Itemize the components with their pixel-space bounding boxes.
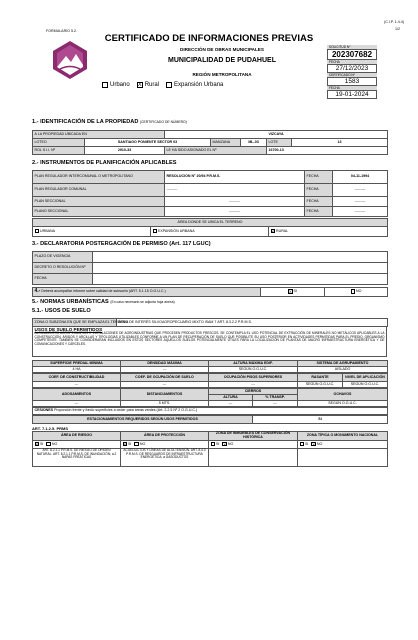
fecha-solicitud-label: FECHA bbox=[327, 60, 377, 64]
norm-value: 5 MTS. bbox=[121, 401, 209, 407]
rural-checkbox[interactable]: X bbox=[137, 82, 142, 88]
norm-header: RASANTE bbox=[298, 374, 343, 382]
postponement-table bbox=[32, 251, 387, 285]
plazo-label: PLAZO DE VIGENCIA bbox=[33, 252, 93, 263]
cesiones-text: Proporción frente y fondo superficies a ceder para áreas verdes (Art. 2.2.5 Nº 2 O.G.U.C.) bbox=[54, 408, 198, 413]
area-rural-checkbox[interactable]: X bbox=[271, 228, 275, 234]
section-2-title: 2.- INSTRUMENTOS DE PLANIFICACIÓN APLICABLES bbox=[32, 160, 177, 166]
asignado-value: 16700-13 bbox=[267, 147, 388, 155]
usos-suelo-label: USOS DE SUELO PERMITIDOS bbox=[34, 327, 103, 332]
plan-row-fecha: --------- bbox=[333, 197, 388, 207]
norm-header: OCHAVOS bbox=[298, 389, 388, 401]
decreto-label: DECRETO O RESOLUCIÓN Nº bbox=[33, 263, 93, 274]
area-description: ACUEDUCTOS Y LÍNEAS DE ALTA TENSIÓN. ART. 8.4.3 P.R.M.S. DE RESGUARDO DE INFRAESTRUCTURA ENERGÉTICA; a GASODUCTOS bbox=[121, 449, 209, 467]
norm-header: COEF. DE CONSTRUCTIBILIDAD bbox=[33, 374, 121, 382]
manzana-value: ML-03 bbox=[241, 139, 267, 147]
norm-value: 4 HA bbox=[33, 367, 121, 373]
plan-row-fecha-label: FECHA bbox=[305, 197, 333, 207]
section-1-title bbox=[32, 119, 187, 125]
proteccion-no-checkbox[interactable] bbox=[134, 442, 139, 447]
subsuelo-no-checkbox[interactable] bbox=[351, 289, 356, 294]
fecha-value bbox=[93, 274, 388, 285]
usos-suelo-box bbox=[32, 327, 387, 357]
land-use-table bbox=[32, 318, 387, 467]
area-urbana-label: URBANA bbox=[40, 229, 55, 234]
ubicada-label: A LA PROPIEDAD UBICADA EN bbox=[33, 131, 165, 139]
proteccion-si-checkbox[interactable]: X bbox=[123, 441, 127, 447]
plan-row-fecha: --------- bbox=[333, 184, 388, 197]
si-label: SI bbox=[305, 442, 309, 447]
subsuelo-si-checkbox[interactable]: X bbox=[289, 289, 292, 295]
norm-value: SEGÚN O.G.U.C. bbox=[298, 401, 388, 407]
cesiones-label: CESIONES bbox=[34, 408, 54, 413]
norm-header: COEF. DE OCUPACIÓN DE SUELO bbox=[121, 374, 209, 382]
rural-label: Rural bbox=[144, 82, 160, 88]
norm-header: CIERROS bbox=[209, 389, 298, 395]
page-title: CERTIFICADO DE INFORMACIONES PREVIAS bbox=[104, 33, 314, 44]
section-4-text: Deberá acompañar informe sobre calidad de subsuelo (ART. 5.1.15 O.G.U.C.) bbox=[41, 289, 166, 294]
area-header: ÁREA DE PROTECCIÓN bbox=[121, 432, 209, 441]
area-header: ÁREA DE RIESGO bbox=[33, 432, 121, 441]
plan-row-label: PLAN SECCIONAL bbox=[33, 197, 165, 207]
expansion-checkbox[interactable] bbox=[166, 82, 172, 88]
area-description: ART. 8.2.1.1 P.R.M.S. DE RIESGO DE ORIGEN NATURAL. ART. 8.2.1.1 P.R.M.S. DE INUNDACIÓN; a.2 NAPAS FREÁTICAS bbox=[33, 449, 121, 467]
norm-value: --- bbox=[209, 401, 253, 407]
norm-header: DENSIDAD MÁXIMA bbox=[121, 361, 209, 367]
rol-value: 2910-33 bbox=[85, 147, 165, 155]
area-choice-cell bbox=[298, 441, 388, 449]
page-number: 1/2 bbox=[395, 27, 400, 31]
norm-header: ALTURA MÁXIMA EDIF. bbox=[209, 361, 298, 367]
norm-value: SEGÚN O.G.U.C. bbox=[343, 382, 388, 388]
certificate-info-panel bbox=[327, 45, 377, 99]
planning-instruments-table bbox=[32, 170, 387, 237]
expansion-label: Expansión Urbana bbox=[174, 82, 224, 88]
plan-row-value: --------- bbox=[165, 207, 305, 217]
norm-header: OCUPACIÓN PISOS SUPERIORES bbox=[209, 374, 298, 382]
property-table bbox=[32, 130, 387, 155]
no-label: NO bbox=[51, 442, 58, 447]
section-1-heading: 1.- IDENTIFICACIÓN DE LA PROPIEDAD bbox=[32, 119, 139, 125]
section-5-1-title: 5.1.- USOS DE SUELO bbox=[32, 308, 91, 314]
art-prms-label: ART. 7.1.2.5. PRMS bbox=[32, 426, 69, 431]
subsuelo-no-label: NO bbox=[356, 289, 362, 294]
fecha-solicitud-value: 27/12/2023 bbox=[327, 64, 377, 73]
si-label: SI bbox=[216, 442, 220, 447]
monumento-no-checkbox[interactable]: X bbox=[312, 441, 316, 447]
loteo-label: LOTEO bbox=[33, 139, 85, 147]
norm-value: --- bbox=[121, 367, 209, 373]
urbano-checkbox[interactable] bbox=[102, 82, 108, 88]
certificado-value: 1583 bbox=[327, 77, 377, 86]
norm-header: ADOSAMIENTOS bbox=[33, 389, 121, 401]
norm-header: SUPERFICIE PREDIAL MÍNIMA bbox=[33, 361, 121, 367]
loteo-value: SANTIAGO PONIENTE SECTOR 03 bbox=[85, 139, 211, 147]
plan-row-label: PLANO SECCIONAL bbox=[33, 207, 165, 217]
plan-row-fecha-label: FECHA bbox=[305, 184, 333, 197]
area-urbana-cell bbox=[33, 227, 151, 237]
norm-value: --- bbox=[33, 382, 121, 388]
plan-row-value: --------- bbox=[165, 184, 305, 197]
norm-value: SEGÚN O.G.U.C. bbox=[298, 382, 343, 388]
norm-value: SEGÚN O.G.U.C. bbox=[209, 367, 298, 373]
decreto-value bbox=[93, 263, 388, 274]
plan-row-fecha-label: FECHA bbox=[305, 207, 333, 217]
conservacion-no-checkbox[interactable]: X bbox=[223, 441, 227, 447]
ubicada-value: VIZCAYA bbox=[165, 131, 388, 139]
zona-label: ZONA O SUBZONA EN QUE SE EMPLAZA EL TERRENO bbox=[33, 319, 117, 327]
section-1-note: (CERTIFICADO DE NÚMERO) bbox=[139, 120, 187, 124]
si-label: SI bbox=[128, 442, 132, 447]
fecha-certificado-label: FECHA bbox=[327, 86, 377, 90]
norm-value: --- bbox=[33, 401, 121, 407]
subsuelo-si-label: SI bbox=[293, 289, 297, 294]
usos-suelo-text: ALOJAMIENTOS AGROPECUARIOS E INSTALACIONES DE AGROINDUSTRIAS QUE PROCESEN PRODUCTOS FRESCOS. SE CONTEMPLA EL USO POTENCIAL DE EXTRACCIÓN DE MINERALES NO METÁLICOS APLICABLES A LA CONSTRUCCIÓN, ÁRIDOS Y ARCILLAS Y TIPOLOGÍAS UTILIZABLES CONFORME A UN PLAN DE RECUPERACIÓN DE SUELO QUE POSIBILITE SU USO POSTERIOR EN ACTIVIDADES PERMITIDAS PARA EL PREDIO, ORGANISMO COMPETENTE. TAMBIÉN SE CONSIDERARÁN INCLUIDOS EN ESTOS SECTORES AQUELLOS SUELOS POTENCIALMENTE ÚTILES PARA LA LOCALIZACIÓN DE PLANTAS DE MACRO INFRAESTRUCTURA ENERGÉTICA Y DE COMUNICACIONES Y CÁRCELES. bbox=[34, 331, 385, 347]
plan-row-fecha-label: FECHA bbox=[305, 171, 333, 184]
area-header: ZONA TÍPICA O MONUMENTO NACIONAL bbox=[298, 432, 388, 441]
section-4-row bbox=[32, 287, 387, 297]
region-name: REGIÓN METROPOLITANA bbox=[192, 72, 252, 77]
zone-type-selector bbox=[102, 82, 223, 88]
monumento-si-checkbox[interactable] bbox=[300, 442, 305, 447]
norm-value: --- bbox=[121, 382, 209, 388]
area-expansion-label: EXPANSIÓN URBANA bbox=[158, 229, 195, 234]
no-label: NO bbox=[227, 442, 234, 447]
lote-label: LOTE bbox=[267, 139, 292, 147]
plan-row-label: PLAN REGULADOR COMUNAL bbox=[33, 184, 165, 197]
norm-value: --- bbox=[253, 401, 298, 407]
lote-value: 13 bbox=[292, 139, 388, 147]
section-4-title: 4.- bbox=[34, 288, 41, 295]
riesgo-si-checkbox[interactable]: X bbox=[35, 441, 39, 447]
fecha-label: FECHA bbox=[33, 274, 93, 285]
plan-row-fecha: 04-11-1994 bbox=[333, 171, 388, 184]
rol-label: ROL S.I.I. Nº bbox=[33, 147, 85, 155]
municipality-name: MUNICIPALIDAD DE PUDAHUEL bbox=[168, 57, 276, 64]
section-5-title bbox=[32, 299, 175, 305]
section-5-heading: 5.- NORMAS URBANÍSTICAS bbox=[32, 299, 109, 305]
no-label: NO bbox=[139, 442, 146, 447]
area-rural-label: RURAL bbox=[276, 229, 289, 234]
norm-header: % TRANSP. bbox=[253, 395, 298, 401]
asignado-label: LE HA SIDO ASIGNADO EL Nº bbox=[165, 147, 267, 155]
no-label: NO bbox=[316, 442, 323, 447]
section-3-title: 3.- DECLARATORIA POSTERGACIÓN DE PERMISO (Art. 117 LGUC) bbox=[32, 241, 211, 247]
municipality-logo bbox=[50, 40, 90, 80]
area-rural-cell bbox=[269, 227, 388, 237]
estacionamientos-label: ESTACIONAMIENTOS REQUERIDOS SEGÚN USOS PERMITIDOS bbox=[33, 416, 253, 424]
norm-header: SISTEMA DE AGRUPAMIENTO bbox=[298, 361, 388, 367]
solicitud-label: SOLICITUD Nº bbox=[327, 45, 377, 49]
department-name: DIRECCIÓN DE OBRAS MUNICIPALES bbox=[180, 47, 264, 52]
estacionamientos-value: SI bbox=[253, 416, 388, 424]
riesgo-no-checkbox[interactable] bbox=[46, 442, 51, 447]
area-header: ZONA DE INMUEBLES DE CONSERVACIÓN HISTÓRICA bbox=[209, 432, 298, 441]
area-expansion-checkbox[interactable] bbox=[153, 229, 158, 234]
plan-row-value: RESOLUCION N° 20/94 P.R.M.S. bbox=[165, 171, 305, 184]
norm-value: AISLADO bbox=[298, 367, 388, 373]
certificado-label: CERTIFICADO Nº bbox=[327, 73, 377, 77]
plan-row-fecha: --------- bbox=[333, 207, 388, 217]
plan-row-label: PLAN REGULADOR INTERCOMUNAL O METROPOLITANO bbox=[33, 171, 165, 184]
area-expansion-cell bbox=[151, 227, 269, 237]
norm-value: --- bbox=[209, 382, 298, 388]
form-code: FORMULARIO 5.2. bbox=[46, 29, 77, 33]
norm-header: DISTANCIAMIENTOS bbox=[121, 389, 209, 401]
area-terreno-label: ÁREA DONDE SE UBICA EL TERRENO bbox=[33, 219, 388, 227]
manzana-label: MANZANA bbox=[211, 139, 241, 147]
plazo-value bbox=[93, 252, 388, 263]
section-5-note: (En caso necesario se adjunta hoja anexa) bbox=[110, 300, 175, 304]
solicitud-value: 202307682 bbox=[327, 49, 377, 60]
urbano-label: Urbano bbox=[110, 82, 130, 88]
area-description bbox=[209, 449, 298, 467]
norm-header: NIVEL DE APLICACIÓN bbox=[343, 374, 388, 382]
si-label: SI bbox=[40, 442, 44, 447]
cip-label: (C.I.P. 1.4.4) bbox=[384, 20, 404, 24]
area-description bbox=[298, 449, 388, 467]
area-urbana-checkbox[interactable] bbox=[35, 229, 40, 234]
norm-header: ALTURA bbox=[209, 395, 253, 401]
conservacion-si-checkbox[interactable] bbox=[211, 442, 216, 447]
area-choice-cell bbox=[209, 441, 298, 449]
zona-value: ÁREA DE INTERÉS SILVOAGROPECUARIO MIXTO ISAM 7 ART. 8.3.2.2 P.R.M.S. bbox=[117, 319, 388, 327]
fecha-certificado-value: 19-01-2024 bbox=[327, 90, 377, 99]
plan-row-value: --------- bbox=[165, 197, 305, 207]
